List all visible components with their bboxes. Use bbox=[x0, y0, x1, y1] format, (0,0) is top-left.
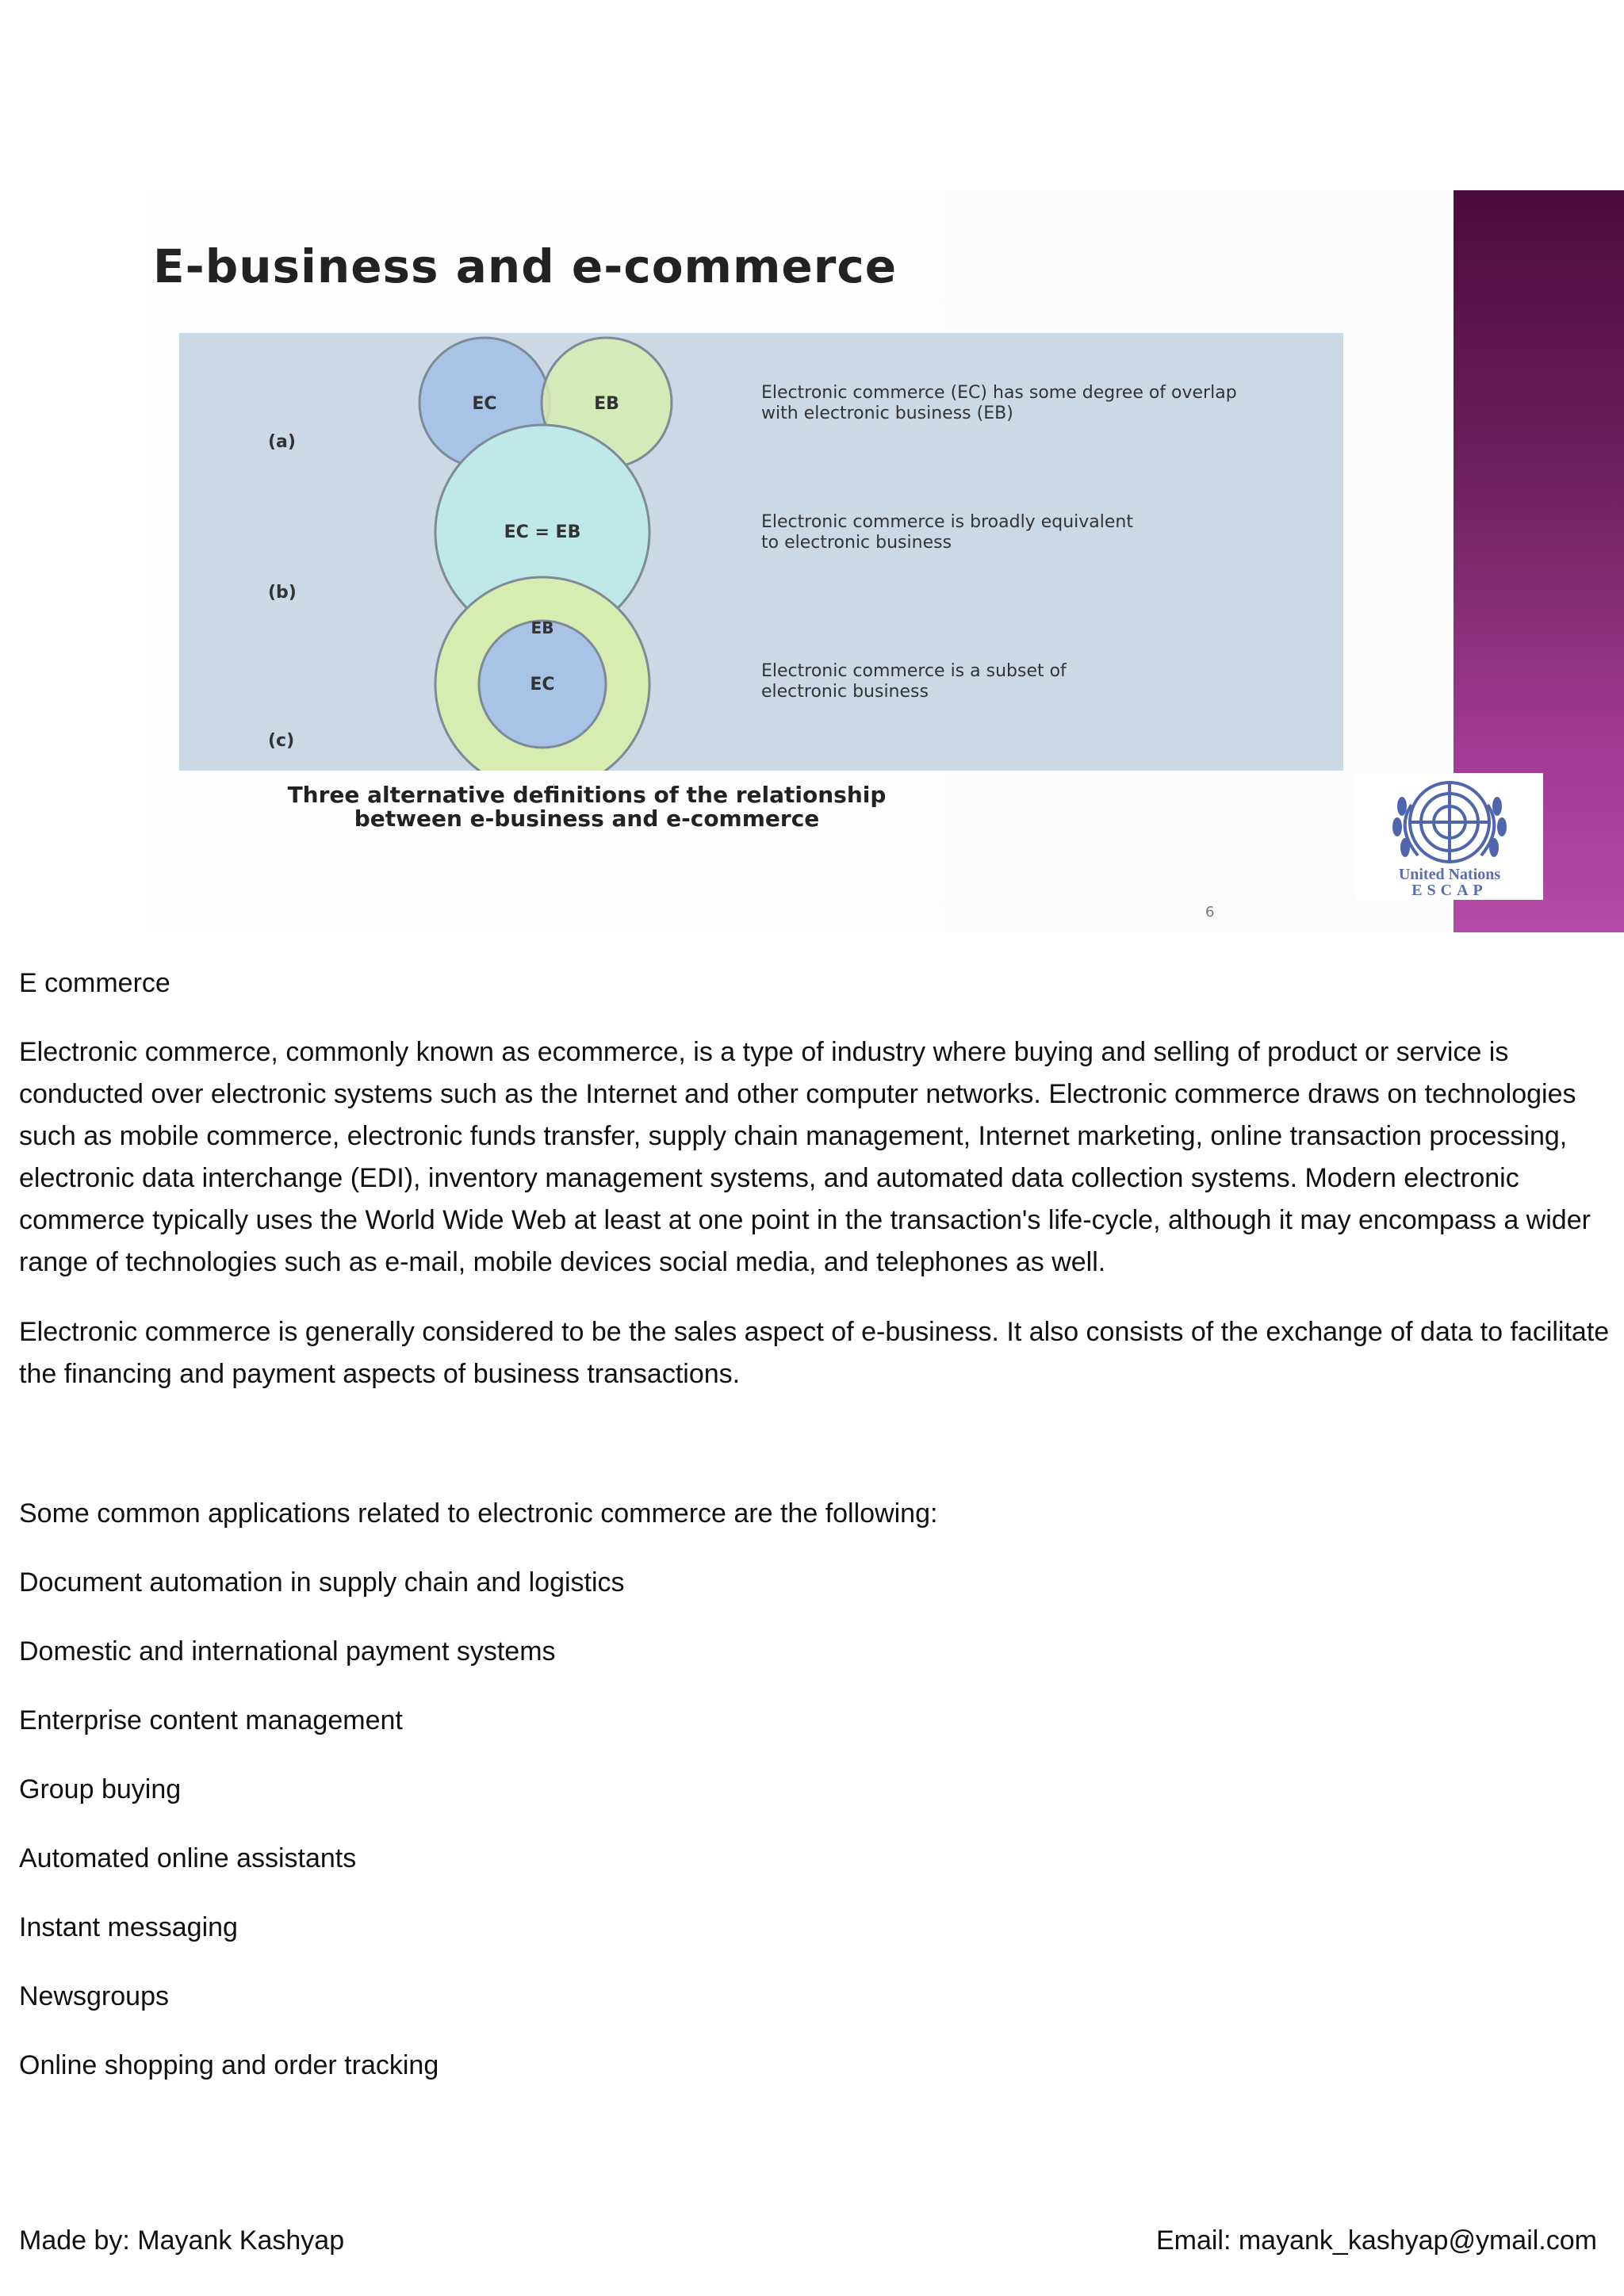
ec-eq-eb-label: EC = EB bbox=[504, 522, 581, 542]
ec-label-c: EC bbox=[530, 675, 555, 695]
diagram-panel bbox=[179, 333, 1343, 771]
list-item: Automated online assistants bbox=[19, 1843, 357, 1873]
diagram-caption: Three alternative definitions of the relationship between e-business and e-commerce bbox=[287, 782, 887, 832]
label-c: (c) bbox=[268, 731, 295, 751]
slide-image bbox=[0, 190, 1624, 932]
logo-line1: United Nations bbox=[1398, 866, 1501, 883]
list-item: Group buying bbox=[19, 1774, 182, 1804]
footer-author: Made by: Mayank Kashyap bbox=[19, 2225, 345, 2256]
label-a: (a) bbox=[268, 432, 296, 452]
eb-label-a: EB bbox=[594, 394, 619, 414]
ec-label-a: EC bbox=[472, 394, 497, 414]
list-item: Newsgroups bbox=[19, 1981, 169, 2011]
eb-label-c: EB bbox=[530, 618, 554, 637]
paragraph-2: Electronic commerce is generally considered to be the sales aspect of e-business. It also consists of the exchange of data to facilitate the financing and payment aspects of business transactions. bbox=[19, 1317, 1610, 1389]
un-escap-logo bbox=[1356, 773, 1543, 900]
label-b: (b) bbox=[268, 583, 297, 603]
list-intro: Some common applications related to electronic commerce are the following: bbox=[19, 1498, 938, 1529]
list-item: Document automation in supply chain and logistics bbox=[19, 1567, 625, 1598]
logo-line2: ESCAP bbox=[1411, 882, 1488, 899]
list-item: Instant messaging bbox=[19, 1912, 238, 1942]
list-item: Online shopping and order tracking bbox=[19, 2050, 439, 2080]
footer-email: Email: mayank_kashyap@ymail.com bbox=[1155, 2225, 1597, 2256]
un-emblem-icon bbox=[1356, 773, 1543, 867]
slide-title: E-business and e-commerce bbox=[153, 239, 898, 293]
paragraph-1: Electronic commerce, commonly known as ecommerce, is a type of industry where buying and selling of product or service is conducted over electronic systems such as the Internet and other computer networks. Electronic commerce draws on technologies such as mobile commerce, electronic funds transfer, supply chain management, Internet marketing, online transaction processing, electronic data interchange (EDI), inventory management systems, and automated data collection systems. Modern electronic commerce typically uses the World Wide Web at least at one point in the transaction's life-cycle, although it may encompass a wider range of technologies such as e-mail, mobile devices social media, and telephones as well. bbox=[19, 1037, 1591, 1277]
section-heading: E commerce bbox=[19, 968, 170, 998]
list-item: Enterprise content management bbox=[19, 1705, 403, 1735]
slide-page-number: 6 bbox=[1205, 904, 1215, 920]
un-escap-logo-text bbox=[1356, 867, 1543, 898]
list-item: Domestic and international payment systems bbox=[19, 1636, 556, 1667]
description-a: Electronic commerce (EC) has some degree of overlap with electronic business (EB) bbox=[761, 383, 1237, 423]
description-c: Electronic commerce is a subset of electronic business bbox=[761, 661, 1067, 702]
description-b: Electronic commerce is broadly equivalent to electronic business bbox=[761, 512, 1133, 553]
